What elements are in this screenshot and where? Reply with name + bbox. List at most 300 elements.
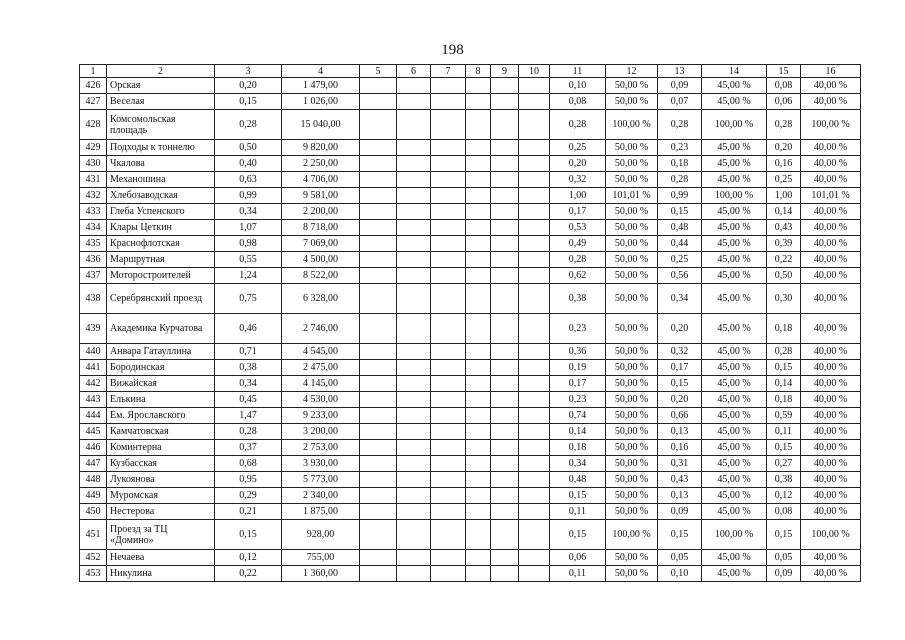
- empty-cell: [491, 566, 519, 582]
- value-col13: 0,17: [658, 360, 702, 376]
- row-number: 449: [80, 488, 107, 504]
- empty-cell: [360, 488, 397, 504]
- table-row: [80, 78, 861, 94]
- row-number: 430: [80, 156, 107, 172]
- value-col11: 0,36: [550, 344, 606, 360]
- street-name: Елькина: [107, 392, 215, 408]
- empty-cell: [431, 188, 466, 204]
- empty-cell: [431, 94, 466, 110]
- street-name: Механошина: [107, 172, 215, 188]
- street-name: Проезд за ТЦ «Домино»: [107, 520, 215, 550]
- value-col13: 0,15: [658, 204, 702, 220]
- empty-cell: [431, 392, 466, 408]
- percent-col16: 40,00 %: [801, 472, 861, 488]
- length-value: 0,95: [215, 472, 282, 488]
- percent-col12: 50,00 %: [606, 504, 658, 520]
- empty-cell: [397, 110, 431, 140]
- empty-cell: [397, 314, 431, 344]
- street-name: Орская: [107, 78, 215, 94]
- value-col13: 0,66: [658, 408, 702, 424]
- percent-col16: 40,00 %: [801, 220, 861, 236]
- empty-cell: [431, 344, 466, 360]
- percent-col14: 100,00 %: [702, 520, 767, 550]
- empty-cell: [519, 456, 550, 472]
- value-col15: 0,28: [767, 110, 801, 140]
- value-col15: 0,50: [767, 268, 801, 284]
- empty-cell: [431, 376, 466, 392]
- empty-cell: [431, 408, 466, 424]
- value-col13: 0,44: [658, 236, 702, 252]
- table-row: [80, 284, 861, 314]
- empty-cell: [397, 220, 431, 236]
- length-value: 0,45: [215, 392, 282, 408]
- empty-cell: [431, 360, 466, 376]
- empty-cell: [519, 172, 550, 188]
- length-value: 0,50: [215, 140, 282, 156]
- empty-cell: [360, 236, 397, 252]
- area-value: 15 040,00: [282, 110, 360, 140]
- table-row: [80, 344, 861, 360]
- percent-col12: 50,00 %: [606, 424, 658, 440]
- value-col15: 0,12: [767, 488, 801, 504]
- length-value: 0,28: [215, 110, 282, 140]
- value-col15: 0,08: [767, 504, 801, 520]
- percent-col14: 45,00 %: [702, 440, 767, 456]
- percent-col12: 50,00 %: [606, 344, 658, 360]
- empty-cell: [431, 172, 466, 188]
- row-number: 446: [80, 440, 107, 456]
- street-name: Никулина: [107, 566, 215, 582]
- percent-col16: 40,00 %: [801, 172, 861, 188]
- percent-col14: 45,00 %: [702, 488, 767, 504]
- value-col15: 0,39: [767, 236, 801, 252]
- row-number: 447: [80, 456, 107, 472]
- percent-col12: 50,00 %: [606, 94, 658, 110]
- column-header: 2: [107, 65, 215, 78]
- row-number: 426: [80, 78, 107, 94]
- empty-cell: [397, 360, 431, 376]
- value-col13: 0,34: [658, 284, 702, 314]
- empty-cell: [491, 520, 519, 550]
- percent-col12: 50,00 %: [606, 284, 658, 314]
- value-col11: 0,10: [550, 78, 606, 94]
- percent-col16: 100,00 %: [801, 110, 861, 140]
- column-header: 9: [491, 65, 519, 78]
- road-data-table: [79, 64, 861, 582]
- percent-col12: 50,00 %: [606, 408, 658, 424]
- empty-cell: [466, 204, 491, 220]
- percent-col12: 50,00 %: [606, 566, 658, 582]
- street-name: Нечаева: [107, 550, 215, 566]
- page-number: 198: [441, 42, 464, 58]
- area-value: 2 475,00: [282, 360, 360, 376]
- empty-cell: [360, 566, 397, 582]
- value-col15: 0,20: [767, 140, 801, 156]
- table-row: [80, 472, 861, 488]
- area-value: 9 820,00: [282, 140, 360, 156]
- empty-cell: [397, 376, 431, 392]
- empty-cell: [360, 140, 397, 156]
- empty-cell: [491, 376, 519, 392]
- table-row: [80, 488, 861, 504]
- column-header: 4: [282, 65, 360, 78]
- empty-cell: [431, 156, 466, 172]
- length-value: 0,98: [215, 236, 282, 252]
- table-row: [80, 220, 861, 236]
- length-value: 0,20: [215, 78, 282, 94]
- percent-col12: 50,00 %: [606, 472, 658, 488]
- empty-cell: [360, 220, 397, 236]
- value-col13: 0,25: [658, 252, 702, 268]
- area-value: 755,00: [282, 550, 360, 566]
- table-row: [80, 440, 861, 456]
- value-col11: 0,25: [550, 140, 606, 156]
- empty-cell: [519, 550, 550, 566]
- value-col13: 0,13: [658, 424, 702, 440]
- row-number: 438: [80, 284, 107, 314]
- empty-cell: [491, 140, 519, 156]
- empty-cell: [360, 360, 397, 376]
- row-number: 435: [80, 236, 107, 252]
- percent-col14: 45,00 %: [702, 376, 767, 392]
- empty-cell: [466, 440, 491, 456]
- street-name: Академика Курчатова: [107, 314, 215, 344]
- value-col11: 1,00: [550, 188, 606, 204]
- percent-col16: 40,00 %: [801, 284, 861, 314]
- value-col13: 0,31: [658, 456, 702, 472]
- value-col11: 0,32: [550, 172, 606, 188]
- empty-cell: [360, 78, 397, 94]
- value-col15: 0,27: [767, 456, 801, 472]
- value-col13: 0,10: [658, 566, 702, 582]
- length-value: 0,22: [215, 566, 282, 582]
- street-name: Чкалова: [107, 156, 215, 172]
- percent-col16: 40,00 %: [801, 566, 861, 582]
- table-row: [80, 140, 861, 156]
- empty-cell: [431, 424, 466, 440]
- percent-col16: 40,00 %: [801, 376, 861, 392]
- value-col13: 0,48: [658, 220, 702, 236]
- table-row: [80, 392, 861, 408]
- empty-cell: [466, 220, 491, 236]
- empty-cell: [466, 472, 491, 488]
- percent-col12: 50,00 %: [606, 550, 658, 566]
- area-value: 3 200,00: [282, 424, 360, 440]
- table-row: [80, 550, 861, 566]
- empty-cell: [491, 78, 519, 94]
- percent-col14: 45,00 %: [702, 172, 767, 188]
- empty-cell: [491, 268, 519, 284]
- empty-cell: [360, 376, 397, 392]
- empty-cell: [491, 504, 519, 520]
- street-name: Лукоянова: [107, 472, 215, 488]
- table-row: [80, 236, 861, 252]
- empty-cell: [397, 172, 431, 188]
- value-col11: 0,48: [550, 472, 606, 488]
- empty-cell: [519, 94, 550, 110]
- percent-col14: 45,00 %: [702, 204, 767, 220]
- row-number: 427: [80, 94, 107, 110]
- percent-col16: 40,00 %: [801, 424, 861, 440]
- percent-col14: 45,00 %: [702, 392, 767, 408]
- value-col13: 0,20: [658, 392, 702, 408]
- empty-cell: [360, 188, 397, 204]
- length-value: 0,34: [215, 376, 282, 392]
- empty-cell: [519, 376, 550, 392]
- value-col11: 0,53: [550, 220, 606, 236]
- percent-col12: 50,00 %: [606, 392, 658, 408]
- empty-cell: [360, 344, 397, 360]
- value-col11: 0,20: [550, 156, 606, 172]
- row-number: 445: [80, 424, 107, 440]
- length-value: 1,24: [215, 268, 282, 284]
- area-value: 1 360,00: [282, 566, 360, 582]
- empty-cell: [491, 204, 519, 220]
- value-col15: 0,11: [767, 424, 801, 440]
- row-number: 453: [80, 566, 107, 582]
- length-value: 0,15: [215, 520, 282, 550]
- value-col15: 0,05: [767, 550, 801, 566]
- empty-cell: [431, 110, 466, 140]
- percent-col16: 40,00 %: [801, 78, 861, 94]
- empty-cell: [360, 110, 397, 140]
- value-col13: 0,18: [658, 156, 702, 172]
- empty-cell: [397, 188, 431, 204]
- percent-col12: 50,00 %: [606, 78, 658, 94]
- column-header: 3: [215, 65, 282, 78]
- percent-col14: 45,00 %: [702, 220, 767, 236]
- row-number: 432: [80, 188, 107, 204]
- percent-col14: 45,00 %: [702, 78, 767, 94]
- percent-col12: 50,00 %: [606, 204, 658, 220]
- value-col11: 0,11: [550, 566, 606, 582]
- street-name: Глеба Успенского: [107, 204, 215, 220]
- empty-cell: [397, 284, 431, 314]
- empty-cell: [491, 424, 519, 440]
- length-value: 0,99: [215, 188, 282, 204]
- column-header: 14: [702, 65, 767, 78]
- empty-cell: [519, 110, 550, 140]
- length-value: 0,46: [215, 314, 282, 344]
- percent-col16: 40,00 %: [801, 156, 861, 172]
- empty-cell: [397, 504, 431, 520]
- empty-cell: [397, 204, 431, 220]
- length-value: 0,40: [215, 156, 282, 172]
- street-name: Моторостроителей: [107, 268, 215, 284]
- value-col15: 0,25: [767, 172, 801, 188]
- empty-cell: [519, 268, 550, 284]
- length-value: 1,47: [215, 408, 282, 424]
- length-value: 0,28: [215, 424, 282, 440]
- value-col15: 0,43: [767, 220, 801, 236]
- table-row: [80, 94, 861, 110]
- value-col15: 0,15: [767, 520, 801, 550]
- value-col11: 0,17: [550, 376, 606, 392]
- empty-cell: [491, 284, 519, 314]
- percent-col16: 40,00 %: [801, 344, 861, 360]
- column-header: 6: [397, 65, 431, 78]
- percent-col14: 45,00 %: [702, 284, 767, 314]
- empty-cell: [466, 504, 491, 520]
- percent-col12: 50,00 %: [606, 172, 658, 188]
- table-row: [80, 360, 861, 376]
- value-col15: 0,15: [767, 360, 801, 376]
- value-col13: 0,16: [658, 440, 702, 456]
- empty-cell: [519, 472, 550, 488]
- value-col11: 0,62: [550, 268, 606, 284]
- percent-col16: 100,00 %: [801, 520, 861, 550]
- percent-col14: 45,00 %: [702, 456, 767, 472]
- empty-cell: [466, 172, 491, 188]
- empty-cell: [431, 456, 466, 472]
- area-value: 4 545,00: [282, 344, 360, 360]
- empty-cell: [431, 504, 466, 520]
- empty-cell: [519, 284, 550, 314]
- value-col11: 0,28: [550, 110, 606, 140]
- area-value: 2 340,00: [282, 488, 360, 504]
- value-col11: 0,18: [550, 440, 606, 456]
- value-col11: 0,34: [550, 456, 606, 472]
- percent-col16: 40,00 %: [801, 440, 861, 456]
- percent-col12: 50,00 %: [606, 360, 658, 376]
- percent-col12: 50,00 %: [606, 376, 658, 392]
- table-row: [80, 268, 861, 284]
- value-col11: 0,28: [550, 252, 606, 268]
- street-name: Маршрутная: [107, 252, 215, 268]
- empty-cell: [466, 424, 491, 440]
- empty-cell: [360, 314, 397, 344]
- street-name: Подходы к тоннелю: [107, 140, 215, 156]
- empty-cell: [360, 504, 397, 520]
- table-row: [80, 408, 861, 424]
- row-number: 434: [80, 220, 107, 236]
- empty-cell: [397, 156, 431, 172]
- row-number: 436: [80, 252, 107, 268]
- percent-col14: 45,00 %: [702, 252, 767, 268]
- row-number: 428: [80, 110, 107, 140]
- empty-cell: [491, 236, 519, 252]
- column-index-row: [80, 65, 861, 78]
- percent-col12: 50,00 %: [606, 156, 658, 172]
- empty-cell: [431, 284, 466, 314]
- empty-cell: [360, 172, 397, 188]
- empty-cell: [491, 110, 519, 140]
- empty-cell: [360, 252, 397, 268]
- empty-cell: [397, 472, 431, 488]
- row-number: 433: [80, 204, 107, 220]
- street-name: Камчатовская: [107, 424, 215, 440]
- empty-cell: [466, 408, 491, 424]
- value-col11: 0,19: [550, 360, 606, 376]
- value-col13: 0,28: [658, 110, 702, 140]
- area-value: 2 746,00: [282, 314, 360, 344]
- empty-cell: [466, 284, 491, 314]
- table-row: [80, 188, 861, 204]
- percent-col12: 50,00 %: [606, 236, 658, 252]
- empty-cell: [466, 78, 491, 94]
- row-number: 442: [80, 376, 107, 392]
- percent-col12: 50,00 %: [606, 220, 658, 236]
- empty-cell: [431, 268, 466, 284]
- percent-col12: 50,00 %: [606, 140, 658, 156]
- empty-cell: [431, 236, 466, 252]
- empty-cell: [431, 550, 466, 566]
- value-col11: 0,38: [550, 284, 606, 314]
- value-col13: 0,15: [658, 376, 702, 392]
- empty-cell: [519, 236, 550, 252]
- area-value: 2 753,00: [282, 440, 360, 456]
- table-row: [80, 424, 861, 440]
- empty-cell: [397, 140, 431, 156]
- percent-col16: 40,00 %: [801, 360, 861, 376]
- percent-col14: 45,00 %: [702, 268, 767, 284]
- empty-cell: [519, 252, 550, 268]
- street-name: Кузбасская: [107, 456, 215, 472]
- empty-cell: [491, 94, 519, 110]
- area-value: 8 718,00: [282, 220, 360, 236]
- value-col13: 0,05: [658, 550, 702, 566]
- street-name: Ем. Ярославского: [107, 408, 215, 424]
- length-value: 0,63: [215, 172, 282, 188]
- area-value: 9 233,00: [282, 408, 360, 424]
- value-col13: 0,20: [658, 314, 702, 344]
- value-col11: 0,49: [550, 236, 606, 252]
- empty-cell: [360, 156, 397, 172]
- area-value: 1 479,00: [282, 78, 360, 94]
- table-row: [80, 204, 861, 220]
- street-name: Нестерова: [107, 504, 215, 520]
- empty-cell: [519, 440, 550, 456]
- empty-cell: [491, 252, 519, 268]
- value-col15: 0,06: [767, 94, 801, 110]
- percent-col16: 40,00 %: [801, 550, 861, 566]
- empty-cell: [466, 140, 491, 156]
- length-value: 0,21: [215, 504, 282, 520]
- column-header: 7: [431, 65, 466, 78]
- percent-col16: 40,00 %: [801, 504, 861, 520]
- empty-cell: [519, 220, 550, 236]
- empty-cell: [397, 236, 431, 252]
- empty-cell: [397, 408, 431, 424]
- empty-cell: [360, 204, 397, 220]
- row-number: 444: [80, 408, 107, 424]
- empty-cell: [519, 188, 550, 204]
- percent-col16: 40,00 %: [801, 314, 861, 344]
- empty-cell: [360, 392, 397, 408]
- table-row: [80, 172, 861, 188]
- empty-cell: [431, 220, 466, 236]
- value-col13: 0,13: [658, 488, 702, 504]
- percent-col16: 40,00 %: [801, 408, 861, 424]
- empty-cell: [519, 566, 550, 582]
- value-col15: 0,08: [767, 78, 801, 94]
- value-col13: 0,09: [658, 504, 702, 520]
- area-value: 1 026,00: [282, 94, 360, 110]
- percent-col14: 45,00 %: [702, 314, 767, 344]
- percent-col16: 40,00 %: [801, 204, 861, 220]
- row-number: 431: [80, 172, 107, 188]
- value-col13: 0,32: [658, 344, 702, 360]
- street-name: Коминтерна: [107, 440, 215, 456]
- value-col15: 0,38: [767, 472, 801, 488]
- percent-col12: 50,00 %: [606, 268, 658, 284]
- empty-cell: [491, 156, 519, 172]
- area-value: 7 069,00: [282, 236, 360, 252]
- area-value: 928,00: [282, 520, 360, 550]
- empty-cell: [491, 440, 519, 456]
- empty-cell: [519, 140, 550, 156]
- percent-col16: 40,00 %: [801, 140, 861, 156]
